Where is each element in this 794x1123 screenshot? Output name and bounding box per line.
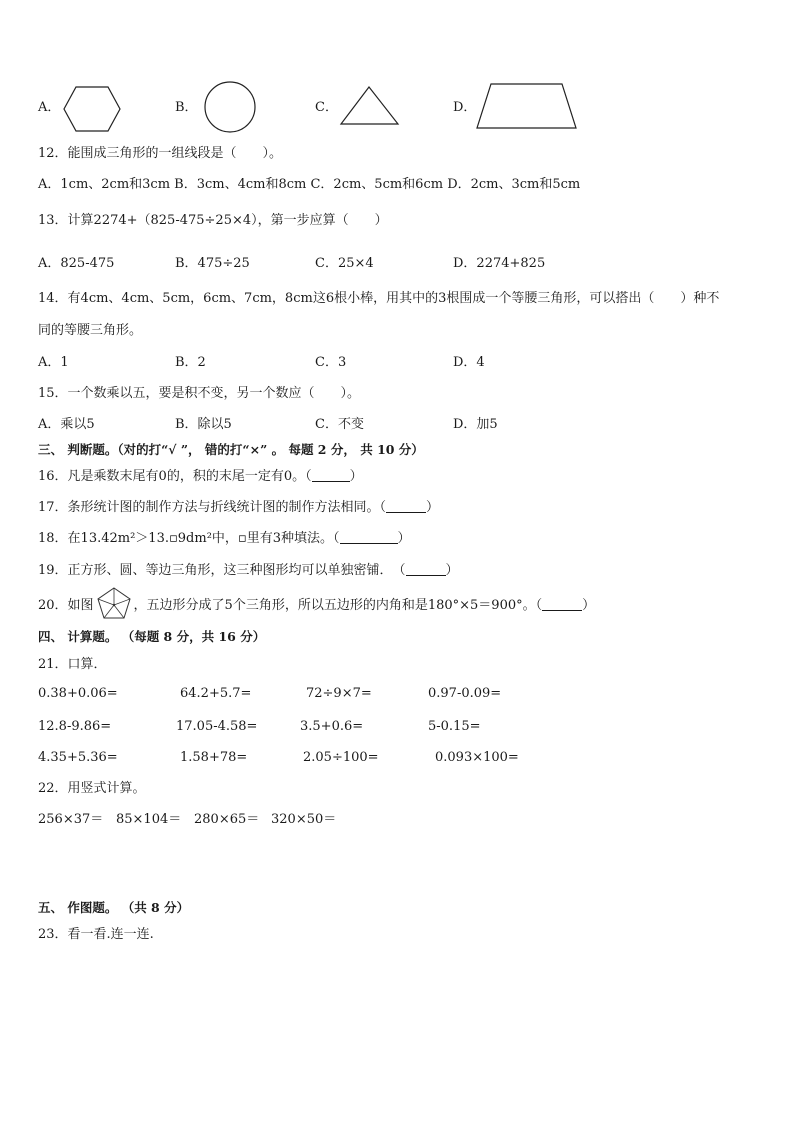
q14-option-a: A．1 [38, 355, 69, 370]
q11-option-b-label: B． [175, 100, 198, 115]
q12-question: 12．能围成三角形的一组线段是（ ）。 [38, 146, 283, 161]
q13-question: 13．计算2274+（825-475÷25×4），第一步应算（ ） [38, 213, 388, 228]
q22-item: 256×37＝ [38, 812, 104, 827]
q13-option-b: B．475÷25 [175, 256, 250, 271]
q20-close: ） [582, 598, 596, 613]
q21-question: 21．口算． [38, 657, 107, 672]
q21-item: 64.2+5.7= [180, 686, 252, 701]
q21-item: 0.38+0.06= [38, 686, 118, 701]
q15-question: 15．一个数乘以五，要是积不变，另一个数应（ ）。 [38, 386, 361, 401]
q20-text-after: ，五边形分成了5个三角形，所以五边形的内角和是180°×5＝900°。（ [133, 598, 543, 613]
q14-question-line1: 14．有4cm、4cm、5cm，6cm、7cm，8cm这6根小棒，用其中的3根围成一个等腰三角形，可以搭出（ ）种不 [38, 291, 720, 306]
q21-item: 17.05-4.58= [176, 719, 258, 734]
q14-option-b: B．2 [175, 355, 206, 370]
q21-item: 1.58+78= [180, 750, 248, 765]
q19-close: ） [445, 563, 459, 578]
q15-option-c: C．不变 [315, 417, 364, 432]
q16-question [38, 469, 363, 485]
trapezoid-icon [476, 82, 580, 132]
section-5-title: 五、 作图题。 （共 8 分） [38, 900, 190, 915]
q22-item: 85×104＝ [116, 812, 182, 827]
circle-icon [203, 80, 257, 134]
q20-question [38, 598, 595, 614]
q12-options: A．1cm、2cm和3cm B．3cm、4cm和8cm C．2cm、5cm和6cm D．2cm、3cm和5cm [38, 177, 581, 192]
hexagon-icon [62, 86, 122, 132]
q16-close: ） [349, 469, 363, 484]
q13-option-c: C．25×4 [315, 256, 374, 271]
section-3-title: 三、 判断题。（对的打“√ ”， 错的打“×” 。 每题 2 分， 共 10 分） [38, 442, 424, 457]
q11-option-a-label: A． [38, 100, 61, 115]
q21-item: 0.093×100= [435, 750, 519, 765]
q16-text: 16．凡是乘数末尾有0的，积的末尾一定有0。（ [38, 469, 312, 484]
q18-answer-blank[interactable] [340, 531, 398, 544]
q13-option-a: A．825-475 [38, 256, 115, 271]
q20-text-before: 20．如图 [38, 598, 94, 613]
q14-option-d: D．4 [453, 355, 485, 370]
section-4-title: 四、 计算题。 （每题 8 分，共 16 分） [38, 629, 266, 644]
q17-text: 17．条形统计图的制作方法与折线统计图的制作方法相同。（ [38, 500, 387, 515]
q18-close: ） [397, 531, 411, 546]
q15-option-b: B．除以5 [175, 417, 232, 432]
triangle-icon [340, 86, 400, 126]
q11-option-c-label: C． [315, 100, 338, 115]
q19-text: 19．正方形、圆、等边三角形，这三种图形均可以单独密铺． （ [38, 563, 406, 578]
q15-option-d: D．加5 [453, 417, 498, 432]
q19-question [38, 563, 459, 579]
q22-item: 320×50＝ [271, 812, 337, 827]
q20-answer-blank[interactable] [542, 598, 582, 611]
q16-answer-blank[interactable] [312, 469, 350, 482]
q21-item: 3.5+0.6= [300, 719, 364, 734]
q18-question [38, 531, 411, 547]
q21-item: 2.05÷100= [303, 750, 379, 765]
q21-item: 12.8-9.86= [38, 719, 112, 734]
q14-option-c: C．3 [315, 355, 347, 370]
q21-item: 0.97-0.09= [428, 686, 502, 701]
q13-option-d: D．2274+825 [453, 256, 546, 271]
q17-question [38, 500, 439, 516]
q19-answer-blank[interactable] [406, 563, 446, 576]
q17-close: ） [426, 500, 440, 515]
q17-answer-blank[interactable] [386, 500, 426, 513]
q21-item: 4.35+5.36= [38, 750, 118, 765]
q14-question-line2: 同的等腰三角形。 [38, 323, 143, 338]
q23-question: 23．看一看.连一连. [38, 927, 154, 942]
q22-question: 22．用竖式计算。 [38, 781, 146, 796]
q15-option-a: A．乘以5 [38, 417, 95, 432]
q22-item: 280×65＝ [194, 812, 260, 827]
pentagon-icon [94, 598, 134, 614]
q18-text: 18．在13.42m²＞13.▫9dm²中，▫里有3种填法。（ [38, 531, 340, 546]
q21-item: 5-0.15= [428, 719, 481, 734]
q21-item: 72÷9×7= [306, 686, 372, 701]
q11-option-d-label: D． [453, 100, 477, 115]
